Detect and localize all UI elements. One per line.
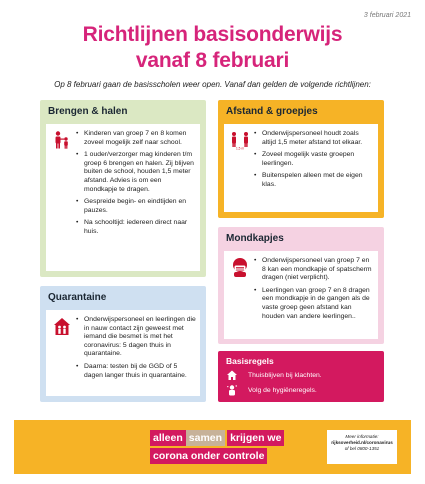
- guideline-list: [76, 316, 196, 384]
- panel-brengen-halen: [40, 100, 206, 277]
- footer-banner: [14, 420, 411, 474]
- list-item: • Kinderen van groep 7 en 8 komen zoveel mogelijk zelf naar school.: [76, 130, 196, 147]
- slogan: [150, 430, 284, 466]
- slogan-line-1: [150, 430, 284, 446]
- list-item: • Zoveel mogelijk vaste groepen leerlingen.: [254, 151, 374, 168]
- list-item: • 1 ouder/verzorger mag kinderen t/m groep 6 brengen en halen. Zij blijven buiten de school, houden 1,5 meter afstand. Advies is om een mondkapje te dragen.: [76, 151, 196, 194]
- home-icon: [226, 369, 238, 381]
- list-item: • Onderwijspersoneel van groep 7 en 8 kan een mondkapje of spatscherm dragen (niet verplicht).: [254, 257, 374, 283]
- quarantine-icon: [52, 316, 72, 336]
- list-item: • Buitenspelen alleen met de eigen klas.: [254, 172, 374, 189]
- info-phone: of bel 0800-1351: [344, 446, 380, 451]
- slogan-line-2: [150, 448, 284, 464]
- panel-heading: Afstand & groepjes: [226, 106, 318, 117]
- distance-label: 1,5 m: [236, 146, 244, 150]
- intro-text: Op 8 februari gaan de basisscholen weer open. Vanaf dan gelden de volgende richtlijnen:: [54, 80, 371, 89]
- list-item: • Gespreide begin- en eindtijden en pauzes.: [76, 198, 196, 215]
- list-item: • Onderwijspersoneel en leerlingen die in nauw contact zijn geweest met iemand die besmet is met het coronavirus: 5 dagen thuis in quarantaine.: [76, 316, 196, 359]
- slogan-word-samen: samen: [186, 430, 225, 446]
- rule-row: [226, 384, 317, 396]
- panel-heading: Quarantaine: [48, 292, 107, 303]
- guideline-list: [76, 130, 196, 241]
- panel-card: [224, 251, 378, 339]
- parent-child-icon: [52, 130, 72, 150]
- panel-mondkapjes: [218, 227, 384, 344]
- slogan-word-krijgen-we: krijgen we: [227, 430, 284, 446]
- panel-heading: Mondkapjes: [226, 233, 284, 244]
- list-item: • Na schooltijd: iedereen direct naar huis.: [76, 219, 196, 236]
- guideline-list: [254, 130, 374, 194]
- slogan-word-alleen: alleen: [150, 430, 186, 446]
- face-mask-icon: [230, 257, 250, 277]
- distance-icon: [230, 130, 250, 150]
- info-box: [327, 430, 397, 464]
- title-line-1: Richtlijnen basisonderwijs: [82, 23, 343, 46]
- panel-heading: Basisregels: [226, 356, 274, 366]
- list-item: • Daarna: testen bij de GGD of 5 dagen langer thuis in quarantaine.: [76, 363, 196, 380]
- title-line-2: vanaf 8 februari: [135, 49, 290, 72]
- panel-afstand-groepjes: [218, 100, 384, 218]
- rule-row: [226, 369, 322, 381]
- panel-card: [46, 124, 200, 271]
- list-item: • Onderwijspersoneel houdt zoals altijd 1,5 meter afstand tot elkaar.: [254, 130, 374, 147]
- info-link[interactable]: rijksoverheid.nl/coronavirus: [331, 440, 393, 445]
- panel-card: [46, 310, 200, 396]
- list-item: • Leerlingen van groep 7 en 8 dragen een mondkapje in de gangen als de vaste groep geen afstand kan houden van andere leerlingen..: [254, 287, 374, 321]
- panel-quarantaine: [40, 286, 206, 402]
- page-title: [0, 22, 425, 74]
- hygiene-icon: [226, 384, 238, 396]
- panel-heading: Brengen & halen: [48, 106, 128, 117]
- date: 3 februari 2021: [363, 12, 411, 19]
- rule-text: Volg de hygiëneregels.: [248, 386, 317, 394]
- guideline-list: [254, 257, 374, 325]
- panel-basisregels: [218, 351, 384, 402]
- info-line-1: Meer informatie:: [345, 434, 379, 439]
- rule-text: Thuisblijven bij klachten.: [248, 371, 322, 379]
- slogan-word-corona-onder-controle: corona onder controle: [150, 448, 267, 464]
- panel-card: [224, 124, 378, 212]
